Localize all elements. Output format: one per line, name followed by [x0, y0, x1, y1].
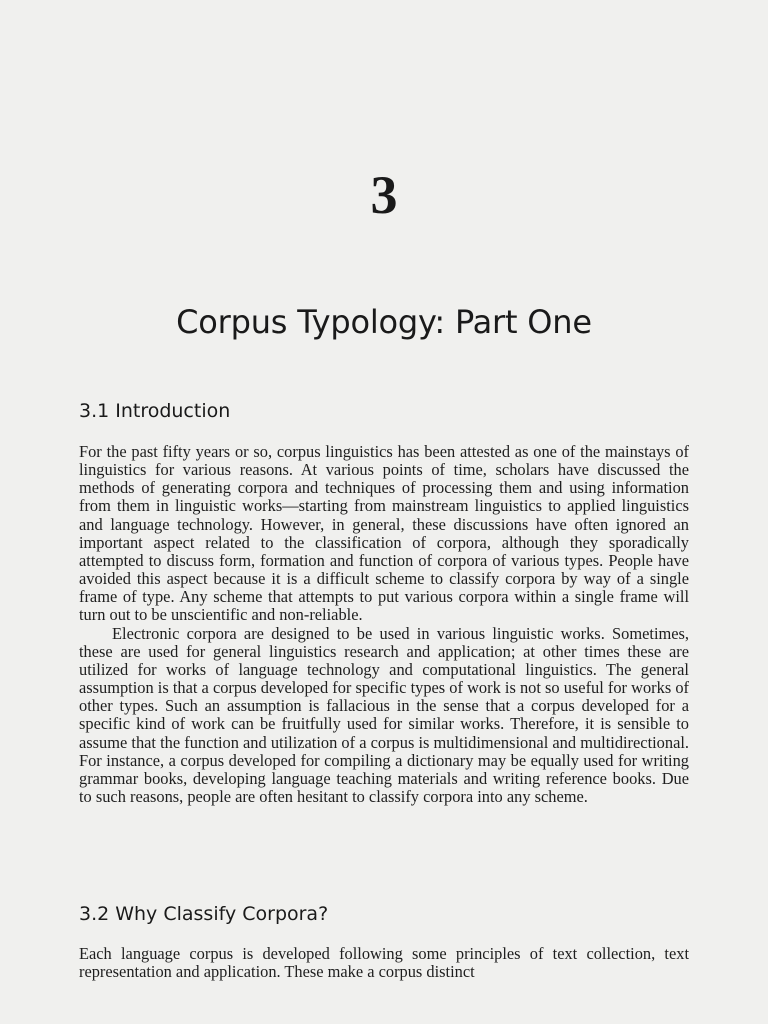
paragraph: Each language corpus is developed following some principles of text collection, text representation and application. These make a corpus distinct — [79, 944, 689, 982]
section-number: 3.2 — [79, 903, 110, 925]
section-title: Introduction — [115, 400, 231, 422]
section-body-why-classify — [79, 945, 689, 981]
paragraph: For the past fifty years or so, corpus linguistics has been attested as one of the mainstays of linguistics for various reasons. At various points of time, scholars have discussed the methods of generating corpora and techniques of processing them and using information from them in linguistic works—starting from mainstream linguistics to applied linguistics and language technology. However, in general, these discussions have often ignored an important aspect related to the classification of corpora, although they sporadically attempted to discuss form, formation and function of corpora of various types. People have avoided this aspect because it is a difficult scheme to classify corpora by way of a single frame of type. Any scheme that attempts to put various corpora within a single frame will turn out to be unscientific and non-reliable. — [79, 442, 689, 625]
section-body-introduction — [79, 443, 689, 806]
section-title: Why Classify Corpora? — [115, 903, 329, 925]
section-heading-why-classify — [79, 903, 328, 926]
chapter-title: Corpus Typology: Part One — [176, 303, 592, 341]
section-heading-introduction — [79, 400, 230, 423]
chapter-number: 3 — [370, 165, 398, 225]
section-number: 3.1 — [79, 400, 110, 422]
paragraph: Electronic corpora are designed to be used in various linguistic works. Sometimes, these are used for general linguistics research and application; at other times these are utilized for works of language technology and computational linguistics. The general assumption is that a corpus developed for specific types of work is not so useful for works of other types. Such an assumption is fallacious in the sense that a corpus developed for a specific kind of work can be fruitfully used for similar works. Therefore, it is sensible to assume that the function and utilization of a corpus is multidimensional and multidirectional. For instance, a corpus developed for compiling a dictionary may be equally used for writing grammar books, developing language teaching materials and writing reference books. Due to such reasons, people are often hesitant to classify corpora into any scheme. — [79, 623, 689, 806]
